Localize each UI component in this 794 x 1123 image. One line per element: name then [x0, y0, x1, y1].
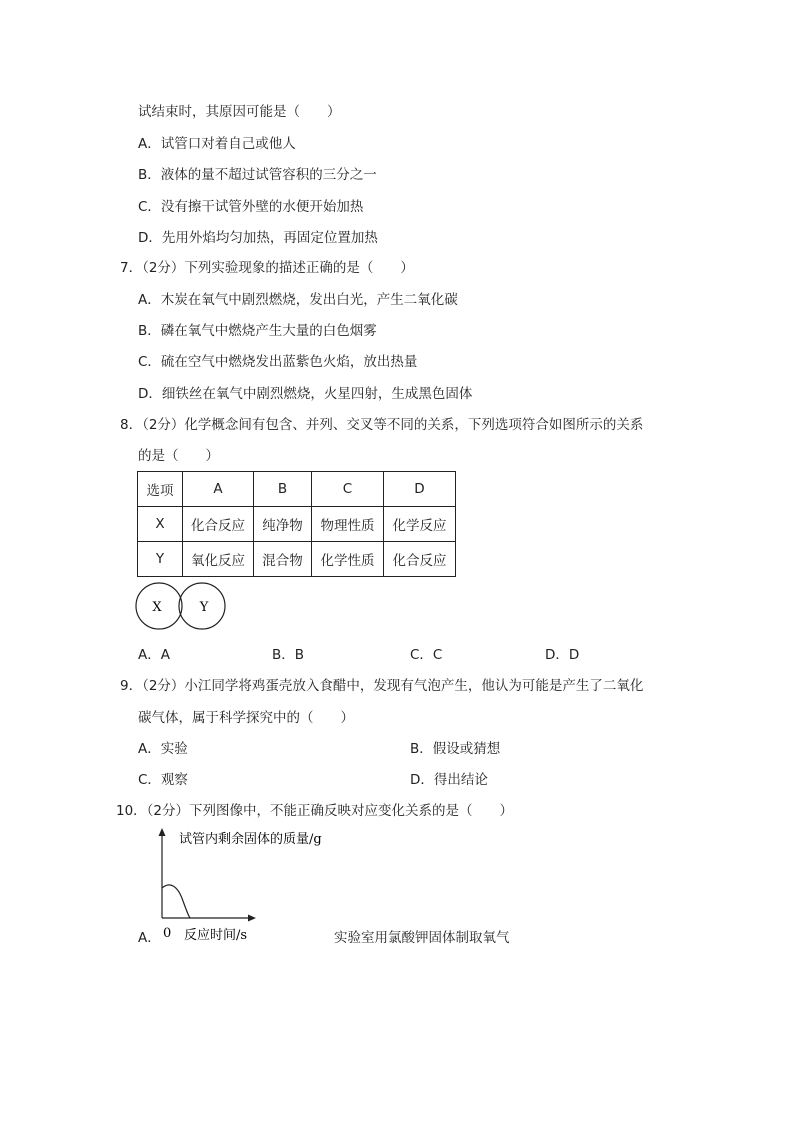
q9-option-b: B．假设或猜想 [410, 741, 501, 757]
q9-option-d: D．得出结论 [410, 772, 488, 788]
table-cell: D [384, 472, 456, 507]
table-cell: 混合物 [254, 542, 312, 577]
table-cell: 选项 [138, 472, 183, 507]
q8-stem-line2: 的是（ ） [138, 448, 219, 464]
q7-option-c: C．硫在空气中燃烧发出蓝紫色火焰，放出热量 [138, 354, 418, 370]
table-cell: A [183, 472, 254, 507]
table-row [138, 507, 456, 542]
q10-option-a-label: A． [138, 930, 161, 946]
table-header-row [138, 472, 456, 507]
q8-venn-diagram [135, 580, 235, 640]
table-cell: 化学反应 [384, 507, 456, 542]
table-cell: 物理性质 [312, 507, 384, 542]
table-cell: 化学性质 [312, 542, 384, 577]
table-cell: 氧化反应 [183, 542, 254, 577]
table-cell: B [254, 472, 312, 507]
q8-option-a: A．A [138, 647, 170, 663]
q7-option-b: B．磷在氧气中燃烧产生大量的白色烟雾 [138, 323, 377, 339]
origin-label: 0 [163, 926, 172, 941]
q9-option-c: C．观察 [138, 772, 188, 788]
table-cell: Y [138, 542, 183, 577]
y-axis-arrow [159, 828, 166, 836]
q8-option-d: D．D [545, 647, 580, 663]
q8-options-table [137, 471, 456, 577]
q7-option-d: D．细铁丝在氧气中剧烈燃烧，火星四射，生成黑色固体 [138, 386, 473, 402]
table-cell: 化合反应 [384, 542, 456, 577]
table-cell: 纯净物 [254, 507, 312, 542]
q10-graph-a [150, 826, 350, 946]
table-cell: C [312, 472, 384, 507]
q6-option-d: D．先用外焰均匀加热，再固定位置加热 [138, 230, 378, 246]
q8-option-c: C．C [410, 647, 443, 663]
q6-stem-tail: 试结束时，其原因可能是（ ） [138, 104, 341, 120]
q7-option-a: A．木炭在氧气中剧烈燃烧，发出白光，产生二氧化碳 [138, 292, 458, 308]
q6-option-a: A．试管口对着自己或他人 [138, 136, 296, 152]
venn-label-y: Y [199, 600, 209, 615]
x-axis-label: 反应时间/s [184, 928, 248, 943]
mass-curve [162, 885, 190, 918]
q7-stem: 7．（2分）下列实验现象的描述正确的是（ ） [120, 260, 414, 276]
q8-stem-line1: 8．（2分）化学概念间有包含、并列、交叉等不同的关系，下列选项符合如图所示的关系 [120, 417, 644, 433]
y-axis-label: 试管内剩余固体的质量/g [179, 832, 322, 847]
table-row [138, 542, 456, 577]
x-axis-arrow [248, 915, 256, 922]
q9-stem-line1: 9．（2分）小江同学将鸡蛋壳放入食醋中，发现有气泡产生，他认为可能是产生了二氧化 [120, 678, 644, 694]
q9-stem-line2: 碳气体，属于科学探究中的（ ） [138, 710, 354, 726]
q6-option-b: B．液体的量不超过试管容积的三分之一 [138, 167, 377, 183]
table-cell: 化合反应 [183, 507, 254, 542]
table-cell: X [138, 507, 183, 542]
q10-stem: 10．（2分）下列图像中，不能正确反映对应变化关系的是（ ） [116, 803, 514, 819]
venn-label-x: X [152, 600, 162, 615]
q8-option-b: B．B [272, 647, 305, 663]
q6-option-c: C．没有擦干试管外壁的水便开始加热 [138, 199, 364, 215]
q9-option-a: A．实验 [138, 741, 188, 757]
q10-option-a-caption: 实验室用氯酸钾固体制取氧气 [334, 930, 510, 946]
